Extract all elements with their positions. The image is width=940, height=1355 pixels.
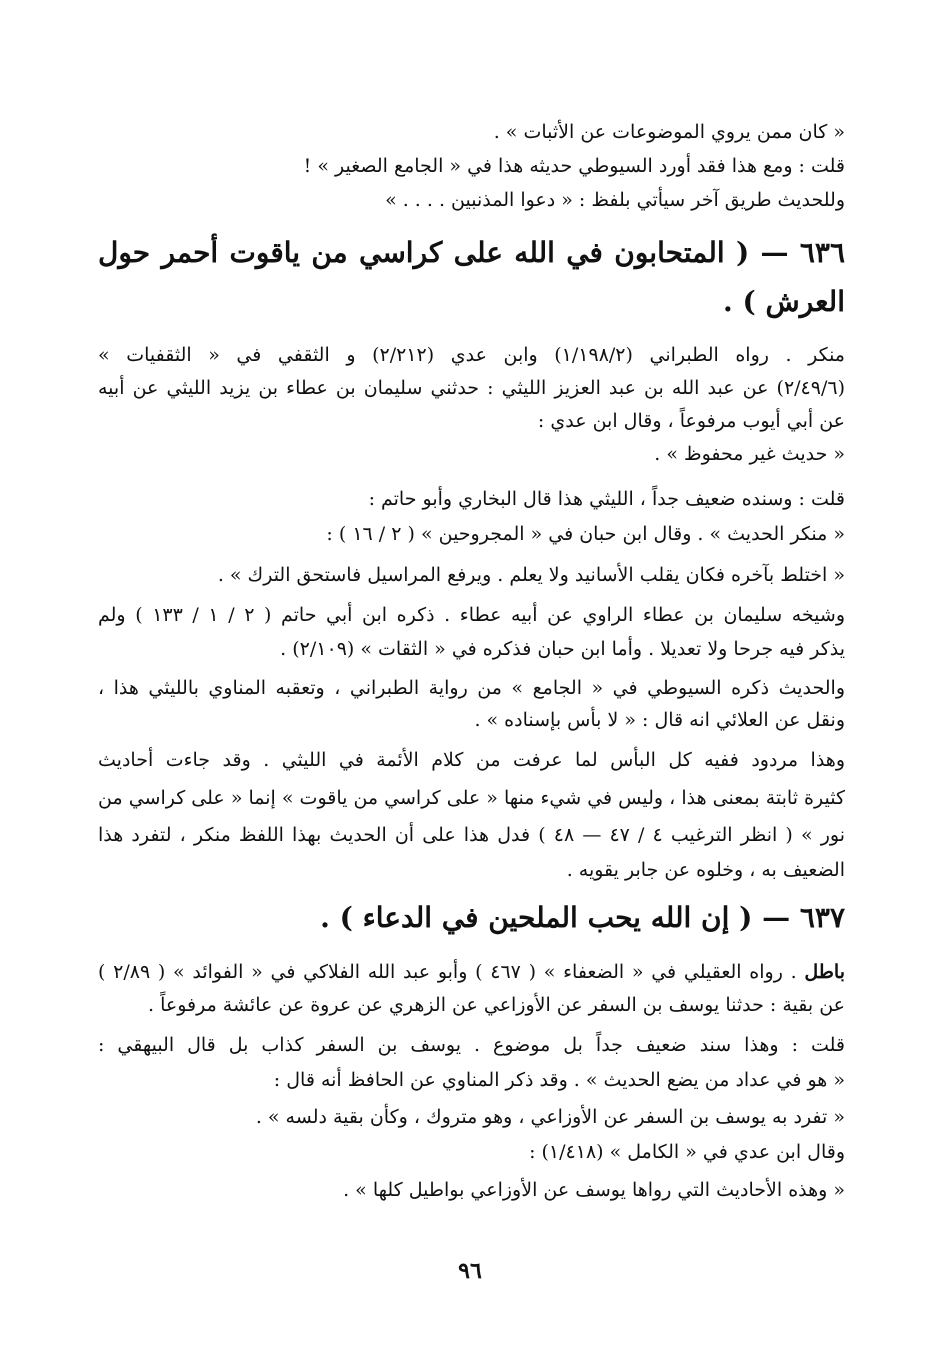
- text-line: يذكر فيه جرحا ولا تعديلا . وأما ابن حبان فذكره في « الثقات » (٢/١٠٩) .: [280, 638, 845, 660]
- text-line: الضعيف به ، وخلوه عن جابر يقويه .: [566, 859, 845, 881]
- text-line: « هو في عداد من يضع الحديث » . وقد ذكر المناوي عن الحافظ أنه قال :: [273, 1069, 845, 1091]
- text-line: نور » ( انظر الترغيب ٤ / ٤٧ — ٤٨ ) فدل هذا على أن الحديث بهذا اللفظ منكر ، لتفرد هذا: [98, 824, 845, 846]
- text-line: « حديث غير محفوظ » .: [654, 443, 845, 465]
- text-line: « منكر الحديث » . وقال ابن حبان في « المجروحين » ( ٢ / ١٦ ) :: [326, 523, 845, 545]
- text-line: قلت : ومع هذا فقد أورد السيوطي حديثه هذا في « الجامع الصغير » !: [303, 155, 845, 177]
- text-line: وقال ابن عدي في « الكامل » (١/٤١٨) :: [529, 1141, 845, 1163]
- text-line: « اختلط بآخره فكان يقلب الأسانيد ولا يعلم . ويرفع المراسيل فاستحق الترك » .: [217, 564, 845, 586]
- text-line: وللحديث طريق آخر سيأتي بلفظ : « دعوا المذنبين . . . . »: [385, 189, 845, 211]
- text-line: ونقل عن العلائي انه قال : « لا بأس بإسناده » .: [474, 709, 845, 731]
- text-line-rest: . رواه العقيلي في « الضعفاء » ( ٤٦٧ ) وأبو عبد الله الفلاكي في « الفوائد » ( ٢/٨٩ ): [98, 961, 797, 983]
- text-line: [98, 957, 845, 987]
- text-line: منكر . رواه الطبراني (١/١٩٨/٢) وابن عدي (٢/٢١٢) و الثقفي في « الثقفيات »: [98, 344, 845, 366]
- text-line: قلت : وسنده ضعيف جداً ، الليثي هذا قال البخاري وأبو حاتم :: [368, 488, 845, 510]
- text-line: كثيرة ثابتة بمعنى هذا ، وليس في شيء منها « على كراسي من ياقوت » إنما « على كراسي من: [98, 787, 845, 809]
- text-line: (٢/٤٩/٦) عن عبد الله بن عبد العزيز الليثي : حدثني سليمان بن عطاء بن يزيد الليثي عن أبيه: [98, 377, 845, 399]
- page-number: ٩٦: [458, 1258, 482, 1284]
- text-line: عن بقية : حدثنا يوسف بن السفر عن الأوزاعي عن الزهري عن عروة عن عائشة مرفوعاً .: [147, 994, 845, 1016]
- text-line: « وهذه الأحاديث التي رواها يوسف عن الأوزاعي بواطيل كلها » .: [343, 1179, 845, 1201]
- text-line: والحديث ذكره السيوطي في « الجامع » من رواية الطبراني ، وتعقبه المناوي بالليثي هذا ،: [98, 677, 845, 699]
- hadith-637-heading: ٦٣٧ — ( إن الله يحب الملحين في الدعاء ) .: [320, 901, 845, 934]
- text-line: وشيخه سليمان بن عطاء الراوي عن أبيه عطاء . ذكره ابن أبي حاتم ( ٢ / ١ / ١٣٣ ) ولم: [98, 604, 846, 626]
- text-line: « كان ممن يروي الموضوعات عن الأثبات » .: [493, 121, 845, 143]
- text-line: « تفرد به يوسف بن السفر عن الأوزاعي ، وهو متروك ، وكأن بقية دلسه » .: [255, 1106, 845, 1128]
- text-line: قلت : وهذا سند ضعيف جداً بل موضوع . يوسف بن السفر كذاب بل قال البيهقي :: [98, 1034, 845, 1056]
- hadith-636-heading-continued: العرش ) .: [723, 285, 845, 318]
- text-line: وهذا مردود ففيه كل البأس لما عرفت من كلام الأئمة في الليثي . وقد جاءت أحاديث: [98, 749, 845, 771]
- text-line: عن أبي أيوب مرفوعاً ، وقال ابن عدي :: [537, 410, 845, 432]
- verdict-label: باطل: [804, 961, 845, 983]
- hadith-636-heading: ٦٣٦ — ( المتحابون في الله على كراسي من ياقوت أحمر حول: [98, 236, 845, 269]
